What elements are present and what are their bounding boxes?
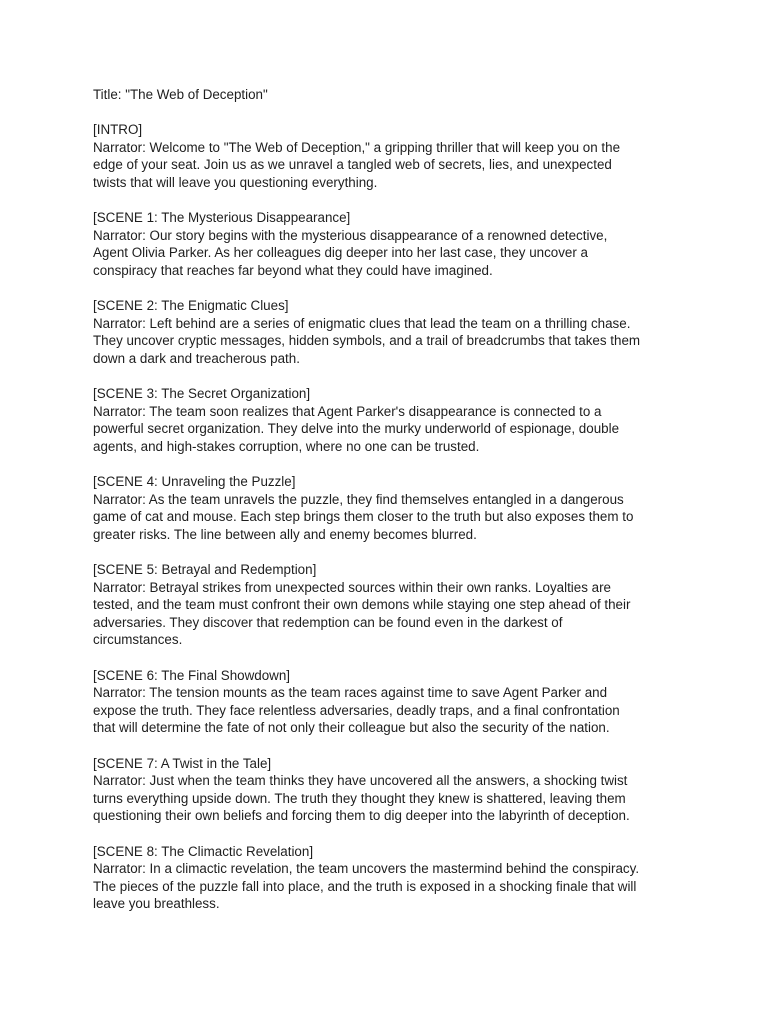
- narration-line: Agent Olivia Parker. As her colleagues dig deeper into her last case, they uncover a: [93, 245, 588, 261]
- section-heading: [SCENE 5: Betrayal and Redemption]: [93, 562, 317, 578]
- narration-line: twists that will leave you questioning everything.: [93, 174, 378, 190]
- narration-line: tested, and the team must confront their own demons while staying one step ahead of their: [93, 597, 631, 613]
- narration-line: Narrator: Left behind are a series of enigmatic clues that lead the team on a thrilling chase.: [93, 315, 631, 331]
- narration-line: Narrator: The tension mounts as the team races against time to save Agent Parker and: [93, 685, 608, 701]
- section-intro: [93, 121, 693, 191]
- narration-line: powerful secret organization. They delve into the murky underworld of espionage, double: [93, 421, 620, 437]
- narration-line: Narrator: As the team unravels the puzzle, they find themselves entangled in a dangerous: [93, 491, 624, 507]
- section-heading: [INTRO]: [93, 122, 143, 138]
- narration-line: agents, and high-stakes corruption, where no one can be trusted.: [93, 438, 480, 454]
- document-title: Title: "The Web of Deception": [93, 87, 268, 102]
- narration-line: The pieces of the puzzle fall into place, and the truth is exposed in a shocking finale that will: [93, 878, 637, 894]
- section-heading: [SCENE 2: The Enigmatic Clues]: [93, 298, 289, 314]
- narration-line: Narrator: Betrayal strikes from unexpected sources within their own ranks. Loyalties are: [93, 579, 611, 595]
- narration-line: They uncover cryptic messages, hidden symbols, and a trail of breadcrumbs that takes them: [93, 333, 641, 349]
- section-heading: [SCENE 7: A Twist in the Tale]: [93, 755, 272, 771]
- section-heading: [SCENE 8: The Climactic Revelation]: [93, 843, 314, 859]
- narration-line: greater risks. The line between ally and enemy becomes blurred.: [93, 526, 477, 542]
- narration-line: game of cat and mouse. Each step brings them closer to the truth but also exposes them to: [93, 509, 634, 525]
- section-scene-7: [93, 755, 693, 825]
- section-scene-2: [93, 297, 693, 367]
- section-scene-8: [93, 843, 693, 913]
- narration-line: adversaries. They discover that redemption can be found even in the darkest of: [93, 614, 563, 630]
- narration-line: questioning their own beliefs and forcing them to dig deeper into the labyrinth of deception.: [93, 808, 630, 824]
- narration-line: Narrator: Welcome to "The Web of Deception," a gripping thriller that will keep you on the: [93, 139, 621, 155]
- narration-line: that will determine the fate of not only their colleague but also the security of the nation.: [93, 720, 610, 736]
- narration-line: edge of your seat. Join us as we unravel a tangled web of secrets, lies, and unexpected: [93, 157, 612, 173]
- narration-line: leave you breathless.: [93, 896, 220, 912]
- section-heading: [SCENE 3: The Secret Organization]: [93, 386, 311, 402]
- section-scene-5: [93, 561, 693, 649]
- narration-line: Narrator: Our story begins with the mysterious disappearance of a renowned detective,: [93, 227, 608, 243]
- section-heading: [SCENE 1: The Mysterious Disappearance]: [93, 210, 351, 226]
- section-scene-6: [93, 667, 693, 737]
- narration-line: conspiracy that reaches far beyond what they could have imagined.: [93, 262, 493, 278]
- narration-line: expose the truth. They face relentless adversaries, deadly traps, and a final confrontation: [93, 702, 620, 718]
- narration-line: down a dark and treacherous path.: [93, 350, 300, 366]
- section-scene-3: [93, 385, 693, 455]
- narration-line: circumstances.: [93, 632, 183, 648]
- section-heading: [SCENE 4: Unraveling the Puzzle]: [93, 474, 296, 490]
- narration-line: Narrator: Just when the team thinks they have uncovered all the answers, a shocking twist: [93, 773, 628, 789]
- section-heading: [SCENE 6: The Final Showdown]: [93, 667, 290, 683]
- narration-line: turns everything upside down. The truth they thought they knew is shattered, leaving them: [93, 790, 626, 806]
- document-page: [93, 86, 693, 931]
- narration-line: Narrator: In a climactic revelation, the team uncovers the mastermind behind the conspiracy.: [93, 861, 640, 877]
- section-scene-1: [93, 209, 693, 279]
- section-scene-4: [93, 473, 693, 543]
- narration-line: Narrator: The team soon realizes that Agent Parker's disappearance is connected to a: [93, 403, 602, 419]
